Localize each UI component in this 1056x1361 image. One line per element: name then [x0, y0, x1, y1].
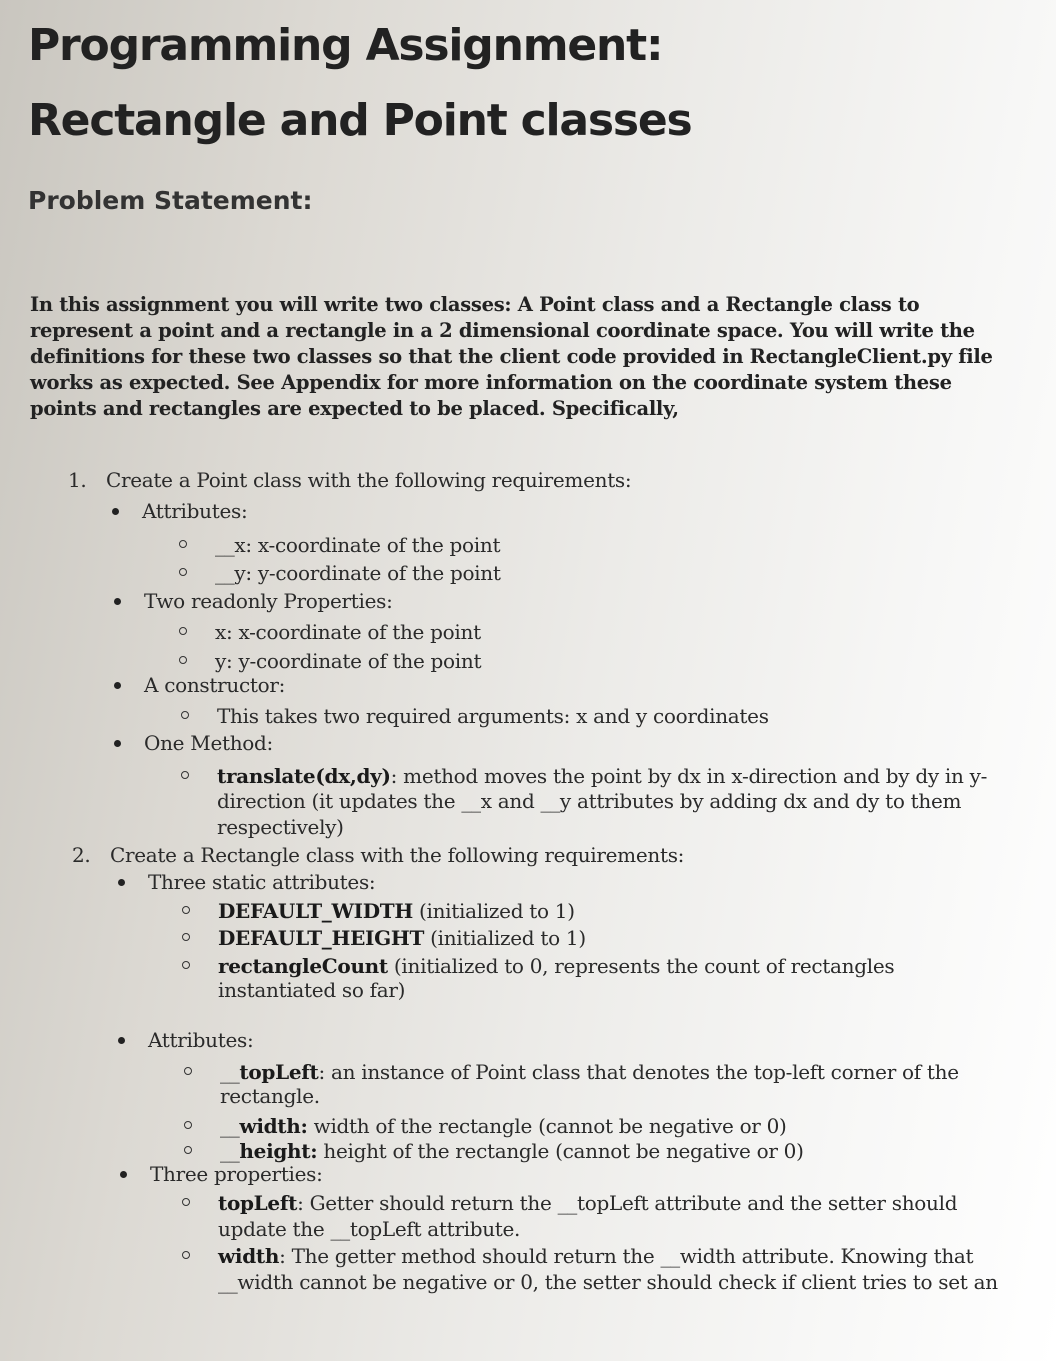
rectangle-heading: 2. Create a Rectangle class with the following requirements:: [72, 843, 685, 867]
rect-properties-label: Three properties:: [150, 1162, 323, 1186]
point-attr-x: __x: x-coordinate of the point: [215, 533, 501, 557]
method-name: translate(dx,dy): [217, 764, 391, 788]
point-prop-x: x: x-coordinate of the point: [215, 620, 481, 644]
problem-statement-heading: Problem Statement:: [28, 186, 313, 215]
point-constructor-desc: This takes two required arguments: x and y coordinates: [217, 704, 769, 728]
list-number-2: 2.: [72, 843, 91, 867]
rect-static-label: Three static attributes:: [148, 870, 376, 894]
rect-attr-topleft-cont: rectangle.: [220, 1084, 320, 1108]
intro-paragraph: In this assignment you will write two classes: A Point class and a Rectangle class to represent a point and a rectangle in a 2 dimensional coordinate space. You will write the definitions for these two classes so that the client code provided in RectangleClient.py file works as expected. See Appendix for more information on the coordinate system these points and rectangles are expected to be placed. Specifically,: [30, 293, 993, 420]
rect-prop-width-cont: __width cannot be negative or 0, the setter should check if client tries to set an: [218, 1270, 998, 1294]
list-number-1: 1.: [68, 468, 87, 492]
rect-static-3-cont: instantiated so far): [218, 978, 406, 1002]
title-line-1: Programming Assignment:: [28, 20, 663, 71]
point-prop-y: y: y-coordinate of the point: [215, 649, 482, 673]
rect-static-2: DEFAULT_HEIGHT (initialized to 1): [218, 926, 586, 950]
rect-prop-width: width: The getter method should return the __width attribute. Knowing that: [218, 1244, 974, 1268]
point-constructor-label: A constructor:: [144, 673, 286, 697]
rect-prop-topleft: topLeft: Getter should return the __topLeft attribute and the setter should: [218, 1191, 958, 1215]
rect-attr-height: __height: height of the rectangle (cannot be negative or 0): [220, 1139, 804, 1163]
title-line-2: Rectangle and Point classes: [28, 95, 692, 146]
rect-attr-topleft: __topLeft: an instance of Point class that denotes the top-left corner of the: [220, 1060, 959, 1084]
rect-attributes-label: Attributes:: [148, 1028, 254, 1052]
point-attr-y: __y: y-coordinate of the point: [215, 561, 501, 585]
rect-prop-topleft-cont: update the __topLeft attribute.: [218, 1217, 521, 1241]
point-attributes-label: Attributes:: [142, 499, 248, 523]
rect-static-3: rectangleCount (initialized to 0, represents the count of rectangles: [218, 954, 895, 978]
point-method-line-3: respectively): [217, 815, 344, 839]
point-method-line-2: direction (it updates the __x and __y attributes by adding dx and dy to them: [217, 789, 962, 813]
point-heading: 1. Create a Point class with the following requirements:: [68, 468, 632, 492]
point-properties-label: Two readonly Properties:: [144, 589, 393, 613]
point-method-label: One Method:: [144, 731, 273, 755]
point-method-line-1: translate(dx,dy): method moves the point by dx in x-direction and by dy in y-: [217, 764, 988, 788]
rect-static-1: DEFAULT_WIDTH (initialized to 1): [218, 899, 575, 923]
rect-attr-width: __width: width of the rectangle (cannot be negative or 0): [220, 1114, 787, 1138]
